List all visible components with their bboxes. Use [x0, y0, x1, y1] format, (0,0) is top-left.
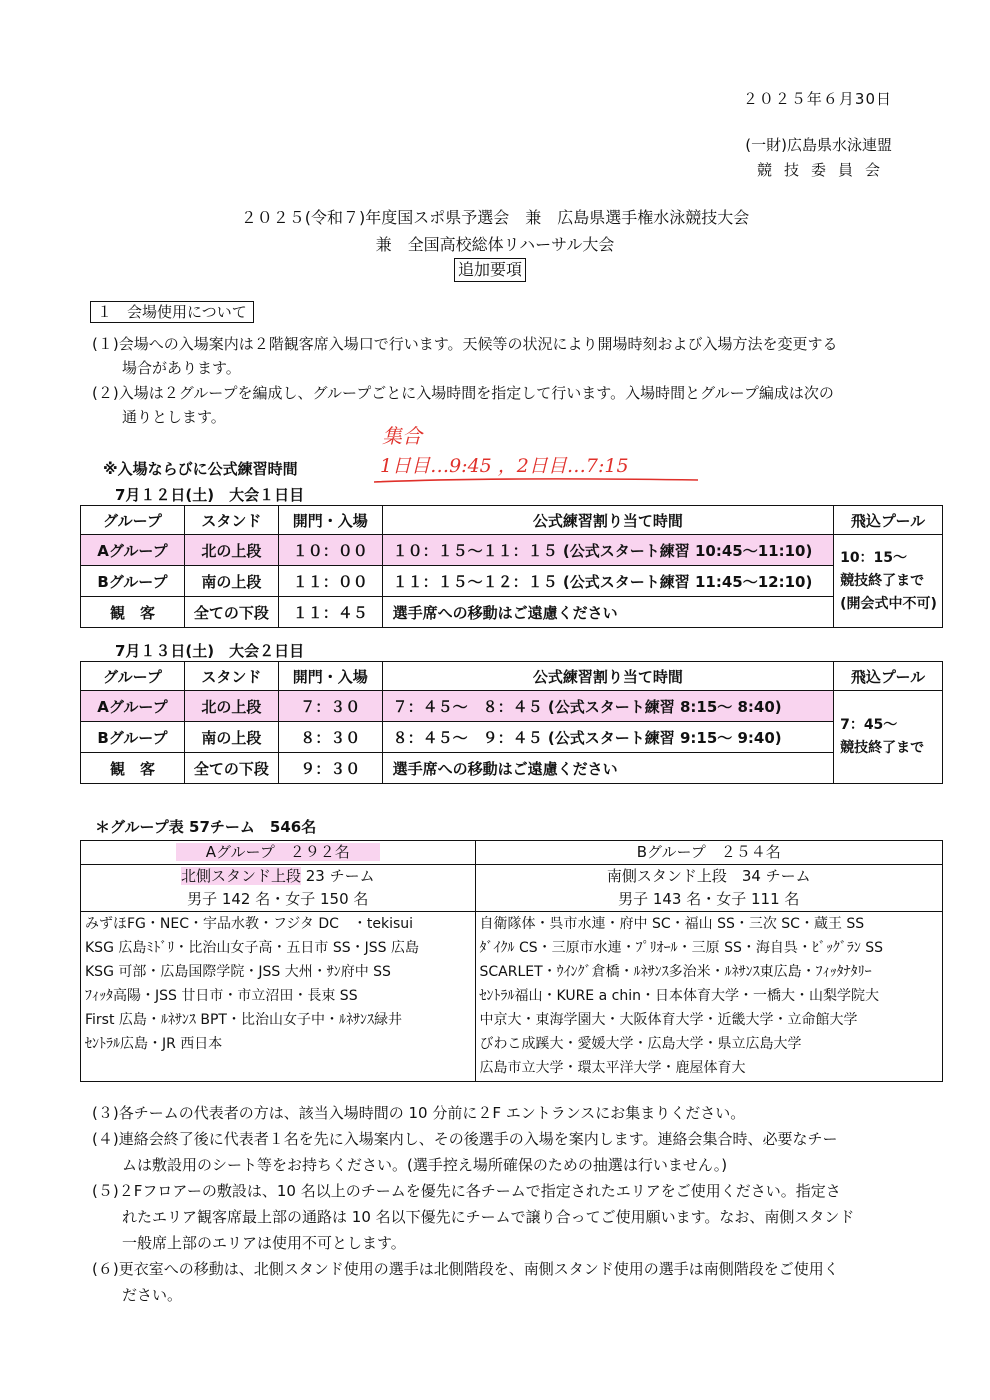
list-item: ｾﾝﾄﾗﾙ福山・KURE a chin・日本体育大学・一橋大・山梨学院大: [479, 988, 879, 1004]
note-3: [92, 1101, 902, 1125]
list-item: ﾌｨｯﾀ高陽・JSS 廿日市・市立沼田・長束 SS: [85, 988, 358, 1004]
day1-pool-cell: 10：15～ 競技終了まで (開会式中不可): [834, 535, 943, 628]
row-group: Aグループ: [81, 535, 185, 566]
note-line: れたエリア観客席最上部の通路は 10 名以下優先にチームで譲り合ってご使用願います。なお、南側スタンド: [122, 1208, 855, 1226]
row-time: ７：３０: [278, 691, 382, 722]
committee-name: 競技委員会: [756, 161, 892, 179]
title-line-1: ２０２５(令和７)年度国スポ県予選会 兼 広島県選手権水泳競技大会: [240, 208, 750, 227]
row-stand: 全ての下段: [184, 753, 278, 784]
day2-schedule-table: [80, 661, 943, 784]
list-item: 自衛隊体・呉市水連・府中 SC・福山 SS・三次 SC・蔵王 SS: [479, 916, 865, 932]
header-pool: 飛込プール: [834, 662, 943, 691]
row-practice: 選手席への移動はご遠慮ください: [382, 597, 833, 628]
row-practice: ８：４５～ ９：４５ (公式スタート練習 9:15～ 9:40): [382, 722, 833, 753]
day1-title: 7月１２日(土) 大会１日目: [115, 486, 305, 504]
document-date: ２０２５年６月30日: [742, 90, 892, 108]
row-time: １１：００: [278, 566, 382, 597]
row-time: ８：３０: [278, 722, 382, 753]
group-a-title: Aグループ ２９２名: [176, 843, 380, 861]
row-practice: 選手席への移動はご遠慮ください: [382, 753, 833, 784]
header-practice: 公式練習割り当て時間: [382, 506, 833, 535]
schedule-heading: ※入場ならびに公式練習時間: [103, 460, 298, 478]
group-b-stand: 南側スタンド上段 34 チーム: [606, 867, 811, 885]
header-gate-time: 開門・入場: [278, 662, 382, 691]
row-stand: 全ての下段: [184, 597, 278, 628]
group-a-team-count: 23 チーム: [300, 867, 375, 885]
row-group: Bグループ: [81, 722, 185, 753]
row-time: １０：００: [278, 535, 382, 566]
row-stand: 北の上段: [184, 691, 278, 722]
row-stand: 北の上段: [184, 535, 278, 566]
group-table-heading: ＊グループ表 57チーム 546名: [95, 818, 317, 836]
header-stand: スタンド: [184, 506, 278, 535]
header-group: グループ: [81, 662, 185, 691]
day2-title: 7月１３日(土) 大会２日目: [115, 642, 305, 660]
group-b-title: Bグループ ２５４名: [475, 841, 942, 865]
row-stand: 南の上段: [184, 722, 278, 753]
handwritten-note-times: 1日目…9:45 ，2日目…7:15: [380, 455, 629, 477]
title-line-2: 兼 全国高校総体リハーサル大会: [375, 235, 615, 254]
note-line: 一般席上部のエリアは使用不可とします。: [122, 1234, 406, 1252]
note-line: (４)連絡会終了後に代表者１名を先に入場案内し、その後選手の入場を案内します。連絡会集合時、必要なチー: [92, 1130, 838, 1148]
handwritten-underline: [372, 474, 702, 486]
group-a-title-cell: [81, 841, 476, 865]
row-practice: １０：１５～１１：１５ (公式スタート練習 10:45～11:10): [382, 535, 833, 566]
header-stand: スタンド: [184, 662, 278, 691]
note-line: (６)更衣室への移動は、北側スタンド使用の選手は北側階段を、南側スタンド使用の選手は南側階段をご使用く: [92, 1260, 839, 1278]
list-item: KSG 広島ﾐﾄﾞﾘ・比治山女子高・五日市 SS・JSS 広島: [85, 940, 419, 956]
paragraph-1b: 場合があります。: [122, 359, 241, 377]
row-practice: ７：４５～ ８：４５ (公式スタート練習 8:15～ 8:40): [382, 691, 833, 722]
group-b-team-list: [475, 912, 942, 1082]
group-table: [80, 840, 943, 1082]
list-item: みずほFG・NEC・宇品水教・フジタ DC ・tekisui: [85, 916, 414, 932]
row-group: Bグループ: [81, 566, 185, 597]
header-pool: 飛込プール: [834, 506, 943, 535]
row-group: 観 客: [81, 597, 185, 628]
list-item: 中京大・東海学園大・大阪体育大学・近畿大学・立命館大学: [479, 1012, 858, 1028]
note-5: [92, 1179, 902, 1255]
note-line: ださい。: [122, 1286, 183, 1304]
list-item: SCARLET・ｳｲﾝｸﾞ倉橋・ﾙﾈｻﾝｽ多治米・ﾙﾈｻﾝｽ東広島・ﾌｨｯﾀﾅﾀﾘｰ: [479, 964, 872, 980]
list-item: 広島市立大学・環太平洋大学・鹿屋体育大: [479, 1060, 746, 1076]
row-practice: １１：１５～１２：１５ (公式スタート練習 11:45～12:10): [382, 566, 833, 597]
group-a-member-count: 男子 142 名・女子 150 名: [187, 890, 369, 908]
list-item: ｾﾝﾄﾗﾙ広島・JR 西日本: [85, 1036, 223, 1052]
note-line: ムは敷設用のシート等をお持ちください。(選手控え場所確保のための抽選は行いません。): [122, 1156, 728, 1174]
paragraph-1a: (１)会場への入場案内は２階観客席入場口で行います。天候等の状況により開場時刻および入場方法を変更する: [92, 335, 838, 353]
handwritten-note-label: 集合: [382, 424, 422, 448]
title-line-3: 追加要項: [454, 258, 526, 282]
notes-section: [92, 1101, 902, 1309]
header-practice: 公式練習割り当て時間: [382, 662, 833, 691]
list-item: びわこ成蹊大・愛媛大学・広島大学・県立広島大学: [479, 1036, 802, 1052]
day1-schedule-table: [80, 505, 943, 628]
list-item: ﾀﾞｲｸﾙ CS・三原市水連・ﾌﾟﾘｵｰﾙ・三原 SS・海自呉・ﾋﾞｯｸﾞﾗﾝ SS: [479, 940, 884, 956]
row-stand: 南の上段: [184, 566, 278, 597]
group-a-summary: [81, 865, 476, 912]
paragraph-2b: 通りとします。: [122, 408, 226, 426]
note-line: (５)２Fフロアーの敷設は、10 名以上のチームを優先に各チームで指定されたエリアをご使用ください。指定さ: [92, 1182, 841, 1200]
group-b-member-count: 男子 143 名・女子 111 名: [618, 890, 800, 908]
day2-pool-cell: 7：45～ 競技終了まで: [834, 691, 943, 784]
note-4: [92, 1127, 902, 1177]
note-6: [92, 1257, 902, 1307]
row-time: １１：４５: [278, 597, 382, 628]
group-a-team-list: [81, 912, 476, 1082]
header-gate-time: 開門・入場: [278, 506, 382, 535]
header-group: グループ: [81, 506, 185, 535]
list-item: KSG 可部・広島国際学院・JSS 大州・ｻﾝ府中 SS: [85, 964, 391, 980]
row-time: ９：３０: [278, 753, 382, 784]
note-line: (３)各チームの代表者の方は、該当入場時間の 10 分前に２F エントランスにお集まりください。: [92, 1104, 746, 1122]
group-a-stand: 北側スタンド上段: [180, 867, 301, 885]
organization-name: (一財)広島県水泳連盟: [745, 136, 892, 154]
list-item: First 広島・ﾙﾈｻﾝｽ BPT・比治山女子中・ﾙﾈｻﾝｽ緑井: [85, 1012, 402, 1028]
row-group: Aグループ: [81, 691, 185, 722]
paragraph-2a: (２)入場は２グループを編成し、グループごとに入場時間を指定して行います。入場時間とグループ編成は次の: [92, 384, 834, 402]
group-b-summary: [475, 865, 942, 912]
section-heading: １ 会場使用について: [90, 301, 254, 323]
row-group: 観 客: [81, 753, 185, 784]
